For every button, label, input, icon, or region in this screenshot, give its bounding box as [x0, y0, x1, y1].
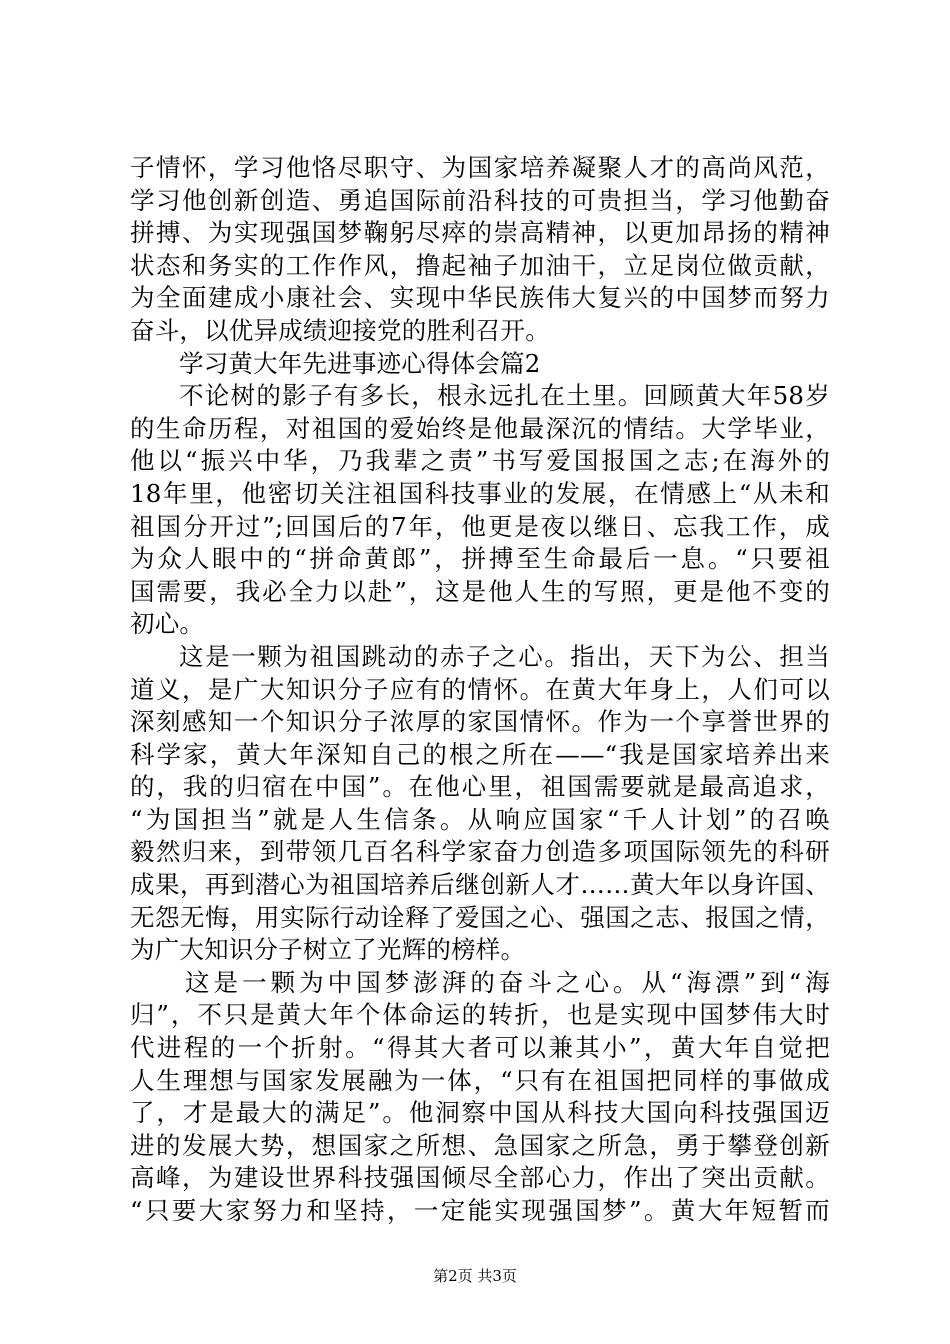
- paragraph-first-line: 这是一颗为祖国跳动的赤子之心。指出，天下为公、担当: [179, 641, 830, 671]
- text-line: “只要大家努力和坚持，一定能实现强国梦”。黄大年短暂而: [130, 1196, 830, 1225]
- text-line: 子情怀，学习他恪尽职守、为国家培养凝聚人才的高尚风范，: [130, 153, 830, 182]
- text-line: 深刻感知一个知识分子浓厚的家国情怀。作为一个享誉世界的: [130, 707, 830, 737]
- text-line: 为众人眼中的“拼命黄郎”，拼搏至生命最后一息。“只要祖: [130, 544, 830, 574]
- text-line: 他以“振兴中华，乃我辈之责”书写爱国报国之志;在海外的: [130, 446, 830, 476]
- page-footer: [0, 1266, 950, 1286]
- text-line: 归”，不只是黄大年个体命运的转折，也是实现中国梦伟大时: [130, 1000, 830, 1030]
- document-body: [130, 152, 830, 1228]
- text-line: 的，我的归宿在中国”。在他心里，祖国需要就是最高追求，: [130, 772, 830, 802]
- paragraph-first-line: 不论树的影子有多长，根永远扎在土里。回顾黄大年58岁: [179, 381, 830, 411]
- text-line: “为国担当”就是人生信条。从响应国家“千人计划”的召唤: [130, 804, 830, 834]
- text-line: 为全面建成小康社会、实现中华民族伟大复兴的中国梦而努力: [130, 283, 830, 313]
- text-line: 人生理想与国家发展融为一体，“只有在祖国把同样的事做成: [130, 1065, 830, 1095]
- text-line: 无怨无悔，用实际行动诠释了爱国之心、强国之志、报国之情，: [130, 902, 830, 932]
- text-line: 高峰，为建设世界科技强国倾尽全部心力，作出了突出贡献。: [130, 1163, 830, 1193]
- text-line: 科学家，黄大年深知自己的根之所在——“我是国家培养出来: [130, 739, 830, 769]
- text-line: 拼搏、为实现强国梦鞠躬尽瘁的崇高精神，以更加昂扬的精神: [130, 218, 830, 248]
- text-line: 毅然归来，到带领几百名科学家奋力创造多项国际领先的科研: [130, 837, 830, 867]
- text-line: 道义，是广大知识分子应有的情怀。在黄大年身上，人们可以: [130, 674, 830, 704]
- text-line: 为广大知识分子树立了光辉的榜样。: [130, 935, 526, 965]
- text-line: 了，才是最大的满足”。他洞察中国从科技大国向科技强国迈: [130, 1098, 830, 1128]
- text-line: 学习他创新创造、勇追国际前沿科技的可贵担当，学习他勤奋: [130, 185, 830, 215]
- page-number-label: 第2页 共3页: [433, 1267, 517, 1285]
- text-line: 初心。: [130, 609, 205, 639]
- text-line: 国需要，我必全力以赴”，这是他人生的写照，更是他不变的: [130, 576, 830, 606]
- text-line: 代进程的一个折射。“得其大者可以兼其小”，黄大年自觉把: [130, 1033, 830, 1063]
- text-line: 成果，再到潜心为祖国培养后继创新人才……黄大年以身许国、: [130, 870, 830, 900]
- text-line: 18年里，他密切关注祖国科技事业的发展，在情感上“从未和: [130, 478, 830, 508]
- paragraph-first-line: 这是一颗为中国梦澎湃的奋斗之心。从“海漂”到“海: [185, 967, 830, 997]
- text-line: 状态和务实的工作作风，撸起袖子加油干，立足岗位做贡献，: [130, 250, 830, 280]
- text-line: 的生命历程，对祖国的爱始终是他最深沉的情结。大学毕业，: [130, 413, 830, 443]
- text-line: 祖国分开过”;回国后的7年，他更是夜以继日、忘我工作，成: [130, 511, 830, 541]
- text-line: 奋斗，以优异成绩迎接党的胜利召开。: [130, 315, 550, 345]
- text-line: 进的发展大势，想国家之所想、急国家之所急，勇于攀登创新: [130, 1130, 830, 1160]
- section-heading: 学习黄大年先进事迹心得体会篇2: [179, 348, 541, 378]
